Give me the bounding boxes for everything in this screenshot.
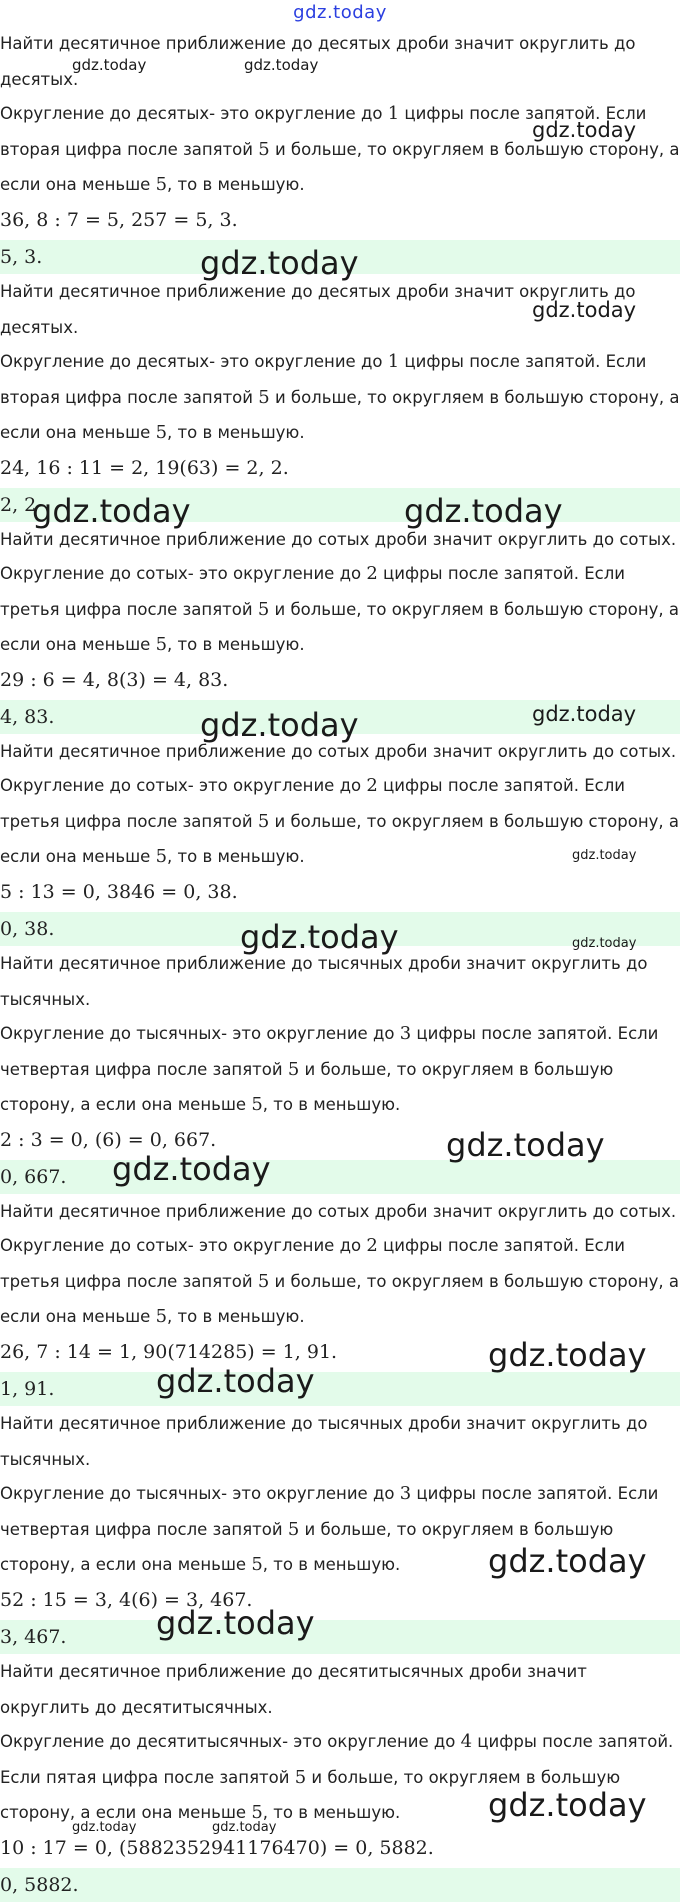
- watermark: gdz.today: [72, 1820, 137, 1835]
- rounding-rule: Округление до тысячных- это округление до 3 цифры после запятой. Если четвертая цифра после запятой 5 и больше, то округляем в большую сторону, а если она меньше 5, то в меньшую.: [0, 1023, 659, 1115]
- watermark: gdz.today: [32, 492, 191, 530]
- watermark: gdz.today: [532, 298, 637, 322]
- task-intro: Найти десятичное приближение до тысячных дроби значит округлить до тысячных.: [0, 1414, 648, 1469]
- calculation: 29 : 6 = 4, 8(3) = 4, 83.: [0, 669, 229, 691]
- site-header-logo[interactable]: gdz.today: [293, 2, 387, 23]
- calculation: 10 : 17 = 0, (5882352941176470) = 0, 5882.: [0, 1837, 434, 1859]
- rounding-rule: Округление до сотых- это округление до 2 цифры после запятой. Если третья цифра после запятой 5 и больше, то округляем в большую сторону, а если она меньше 5, то в меньшую.: [0, 1235, 680, 1327]
- calculation: 36, 8 : 7 = 5, 257 = 5, 3.: [0, 209, 238, 231]
- watermark: gdz.today: [446, 1126, 605, 1164]
- calculation: 24, 16 : 11 = 2, 19(63) = 2, 2.: [0, 457, 289, 479]
- answer-row: 4, 83.: [0, 700, 680, 734]
- calculation: 52 : 15 = 3, 4(6) = 3, 467.: [0, 1589, 253, 1611]
- watermark: gdz.today: [488, 1786, 647, 1824]
- watermark: gdz.today: [532, 702, 637, 726]
- rounding-rule: Округление до сотых- это округление до 2 цифры после запятой. Если третья цифра после запятой 5 и больше, то округляем в большую сторону, а если она меньше 5, то в меньшую.: [0, 775, 680, 867]
- watermark: gdz.today: [156, 1604, 315, 1642]
- watermark: gdz.today: [572, 848, 637, 863]
- answer-row: 0, 5882.: [0, 1868, 680, 1902]
- answer-row: 0, 38.: [0, 912, 680, 946]
- task-intro: Найти десятичное приближение до десятых дроби значит округлить до десятых.: [0, 282, 636, 337]
- calculation: 5 : 13 = 0, 3846 = 0, 38.: [0, 881, 238, 903]
- watermark: gdz.today: [404, 492, 563, 530]
- task-intro: Найти десятичное приближение до сотых дроби значит округлить до сотых.: [0, 742, 677, 761]
- task-intro: Найти десятичное приближение до сотых дроби значит округлить до сотых.: [0, 530, 677, 549]
- watermark: gdz.today: [112, 1150, 271, 1188]
- rounding-rule: Округление до тысячных- это округление до 3 цифры после запятой. Если четвертая цифра после запятой 5 и больше, то округляем в большую сторону, а если она меньше 5, то в меньшую.: [0, 1483, 659, 1575]
- rounding-rule: Округление до десятых- это округление до 1 цифры после запятой. Если вторая цифра после запятой 5 и больше, то округляем в большую сторону, а если она меньше 5, то в меньшую.: [0, 103, 680, 195]
- watermark: gdz.today: [488, 1336, 647, 1374]
- watermark: gdz.today: [200, 244, 359, 282]
- task-intro: Найти десятичное приближение до тысячных дроби значит округлить до тысячных.: [0, 954, 648, 1009]
- task-intro: Найти десятичное приближение до сотых дроби значит округлить до сотых.: [0, 1202, 677, 1221]
- watermark: gdz.today: [156, 1362, 315, 1400]
- calculation: 2 : 3 = 0, (6) = 0, 667.: [0, 1129, 217, 1151]
- rounding-rule: Округление до десятых- это округление до 1 цифры после запятой. Если вторая цифра после запятой 5 и больше, то округляем в большую сторону, а если она меньше 5, то в меньшую.: [0, 351, 680, 443]
- answer-row: 1, 91.: [0, 1372, 680, 1406]
- calculation: 26, 7 : 14 = 1, 90(714285) = 1, 91.: [0, 1341, 338, 1363]
- watermark: gdz.today: [240, 918, 399, 956]
- watermark: gdz.today: [200, 706, 359, 744]
- task-intro: Найти десятичное приближение до десятитысячных дроби значит округлить до десятитысячных.: [0, 1662, 587, 1717]
- watermark: gdz.today: [488, 1542, 647, 1580]
- watermark: gdz.today: [532, 118, 637, 142]
- answer-row: 5, 3.: [0, 240, 680, 274]
- watermark: gdz.today: [212, 1820, 277, 1835]
- watermark: gdz.today: [572, 936, 637, 951]
- task-intro: Найти десятичное приближение до десятых дроби значит округлить до десятых.: [0, 34, 636, 89]
- rounding-rule: Округление до сотых- это округление до 2 цифры после запятой. Если третья цифра после запятой 5 и больше, то округляем в большую сторону, а если она меньше 5, то в меньшую.: [0, 563, 680, 655]
- answer-row: 2, 2: [0, 488, 680, 522]
- answer-row: 3, 467.: [0, 1620, 680, 1654]
- watermark: gdz.today: [244, 56, 319, 74]
- answer-row: 0, 667.: [0, 1160, 680, 1194]
- rounding-rule: Округление до десятитысячных- это округление до 4 цифры после запятой. Если пятая цифра после запятой 5 и больше, то округляем в большую сторону, а если она меньше 5, то в меньшую.: [0, 1731, 674, 1823]
- watermark: gdz.today: [72, 56, 147, 74]
